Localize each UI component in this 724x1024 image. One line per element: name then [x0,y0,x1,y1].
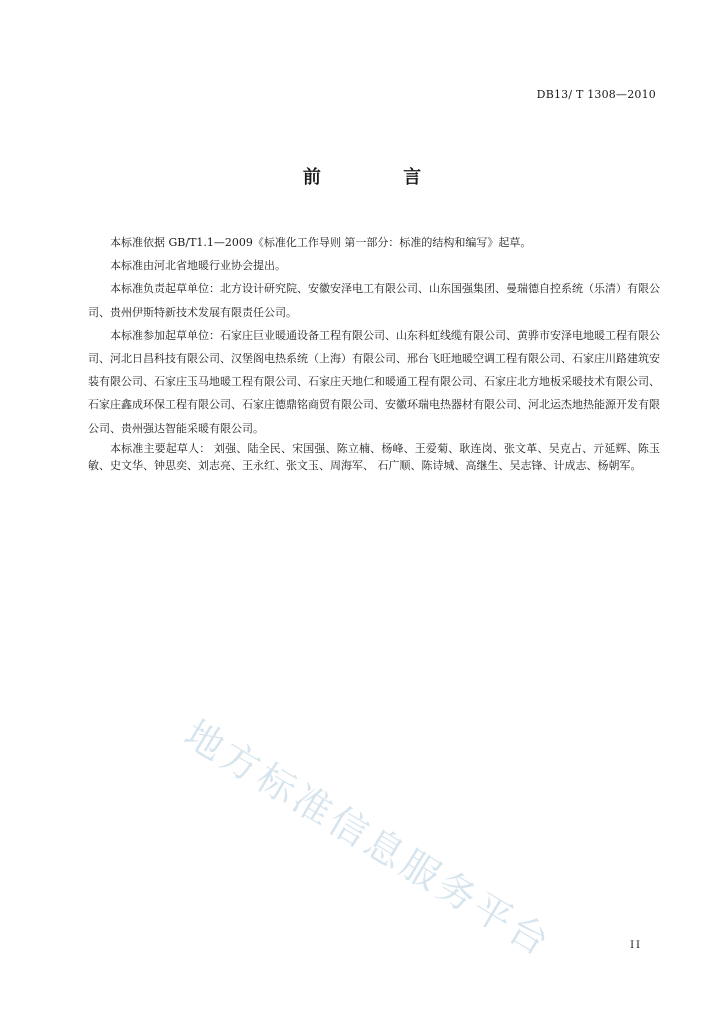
document-code: DB13/ T 1308—2010 [536,88,656,101]
paragraph-drafting-basis: 本标准依据 GB/T1.1—2009《标准化工作导则 第一部分：标准的结构和编写》起草。 [110,236,532,249]
paragraph-participating-units: 本标准参加起草单位：石家庄巨业暖通设备工程有限公司、山东科虹线缆有限公司、黄骅市安泽电地暖工程有限公司、河北日昌科技有限公司、汉堡阁电热系统（上海）有限公司、邢台飞旺地暖空调工程有限公司、石家庄川路建筑安装有限公司、石家庄玉马地暖工程有限公司、石家庄天地仁和暖通工程有限公司、石家庄北方地板采暖技术有限公司、石家庄鑫成环保工程有限公司、石家庄德鼎铭商贸有限公司、安徽环瑞电热器材有限公司、河北运杰地热能源开发有限公司、贵州强达智能采暖有限公司。 [88,328,660,435]
paragraph-main-drafters: 本标准主要起草人： 刘强、陆全民、宋国强、陈立楠、杨峰、王爱菊、耿连岗、张文革、吴克占、亓延辉、陈玉敏、史文华、钟思奕、刘志亮、王永红、张文玉、周海军、 石广顺、陈诗城、高继生、吴志锋、计成志、杨朝军。 [88,441,660,472]
watermark-text: 地方标准信息服务平台 [176,711,560,966]
page-title: 前 言 [302,167,460,188]
page-number: II [630,940,642,951]
paragraph-proposer: 本标准由河北省地暖行业协会提出。 [110,259,286,273]
foreword-body [88,231,660,474]
paragraph-responsible-units: 本标准负责起草单位：北方设计研究院、安徽安泽电工有限公司、山东国强集团、曼瑞德自控系统（乐清）有限公司、贵州伊斯特新技术发展有限责任公司。 [88,282,660,319]
